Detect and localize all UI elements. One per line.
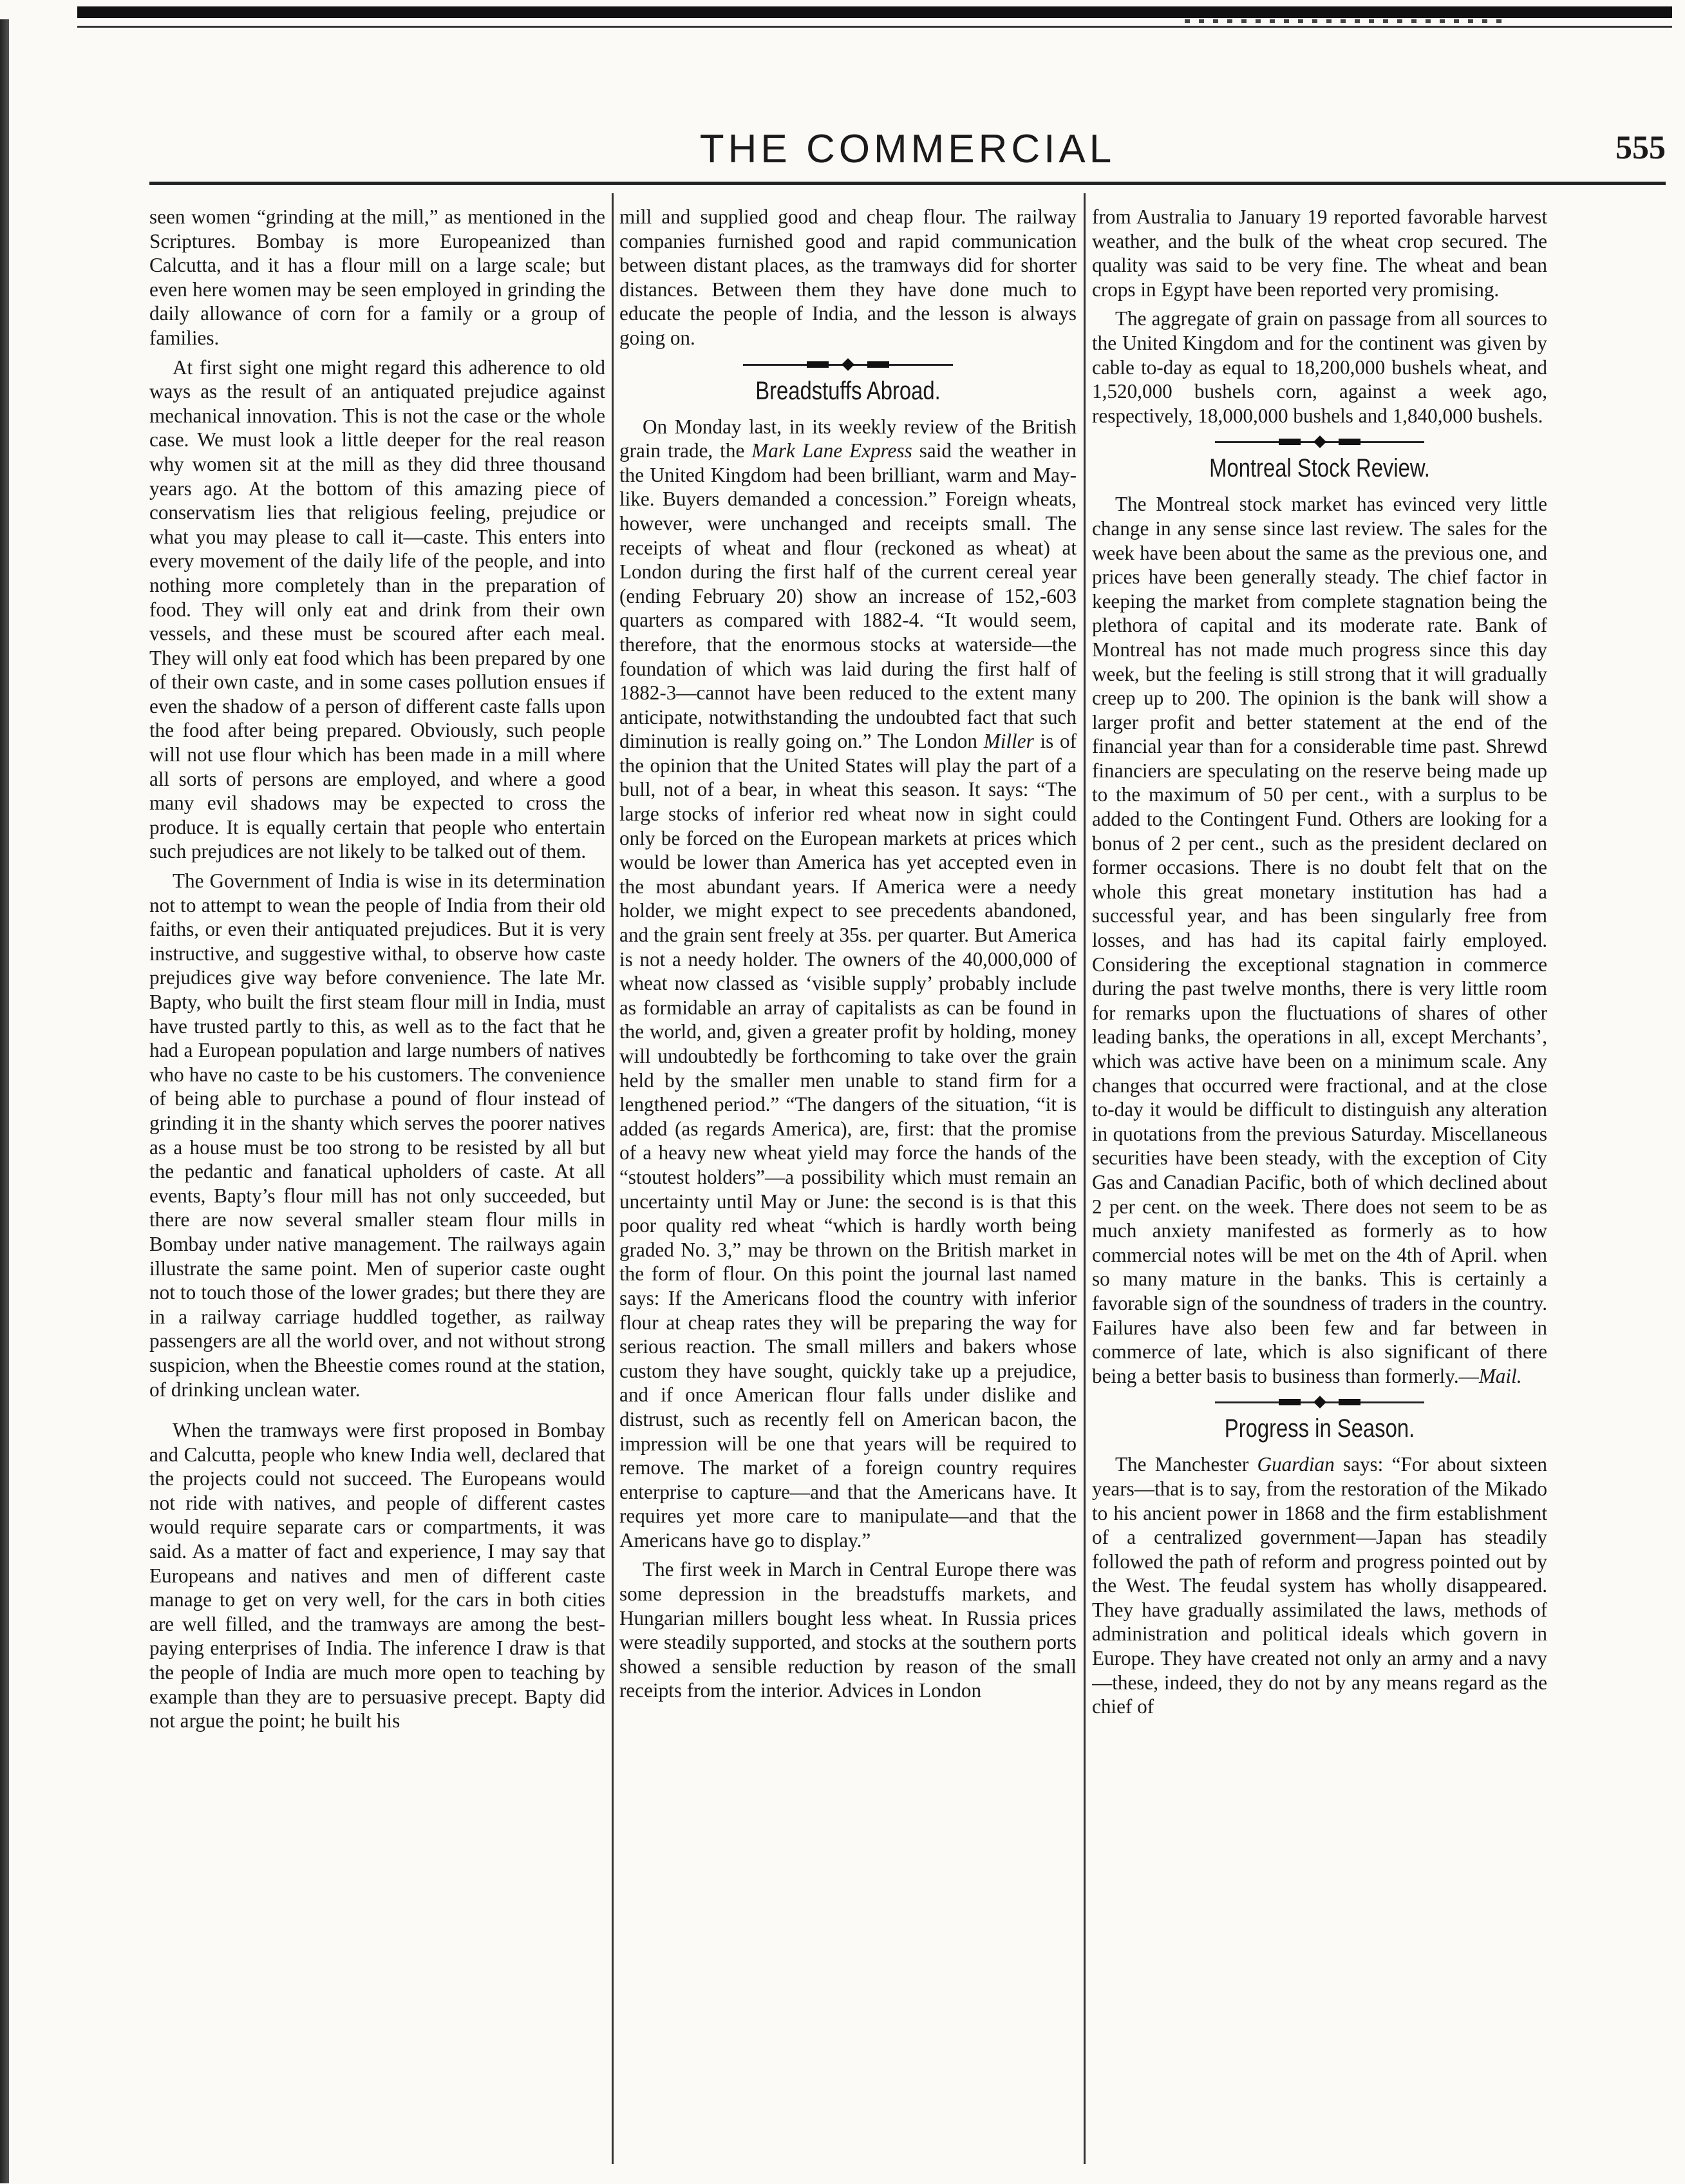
paragraph — [1092, 1452, 1547, 1719]
paragraph: mill and supplied good and cheap flour. The railway companies furnished good and rapid communication between distant places, as the tramways did for shorter distances. Between them they have done much to educate the people of India, and the lesson is always going on. — [619, 205, 1077, 349]
column-1 — [149, 205, 605, 2163]
header-rule — [149, 182, 1666, 185]
page-number: 555 — [1615, 129, 1666, 166]
newspaper-title: THE COMMERCIAL — [699, 127, 1116, 171]
paragraph — [1092, 492, 1547, 1388]
top-border-dashes — [1185, 19, 1507, 23]
publication-name: Mark Lane Express — [751, 439, 912, 462]
page-binding-edge — [0, 19, 9, 2183]
section-divider — [1092, 437, 1547, 447]
paragraph: When the tramways were first proposed in Bombay and Calcutta, people who knew India well, declared that the projects could not succeed. The Europeans would not ride with natives, and people of different castes would require separate cars or compartments, it was said. As a matter of fact and experience, I may say that Europeans and natives and men of different caste manage to get on very well, for the cars in both cities are well filled, and the tramways are among the best-paying enterprises of India. The inference I draw is that the people of India are much more open to teaching by example than they are to persuasive precept. Bapty did not argue the point; he built his — [149, 1419, 605, 1733]
top-border-rule — [77, 6, 1672, 18]
paragraph — [619, 415, 1077, 1553]
text-run: said the weather in the United Kingdom had been brilliant, warm and May-like. Buyers demanded a concession.” Foreign wheats, however, were unchanged and receipts small. The receipts of wheat and flour (reckoned as wheat) at London during the first half of the current cereal year (ending February 20) show an increase of 152,-603 quarters as compared with 1882-4. “It would seem, therefore, that the enormous stocks at waterside—the foundation of which was laid during the first half of 1882-3—cannot have been reduced to the extent many anticipate, notwithstanding the undoubted fact that such diminution is really going on.” The London — [619, 439, 1077, 753]
article-heading-breadstuffs: Breadstuffs Abroad. — [755, 376, 941, 405]
text-run: The Montreal stock market has evinced very little change in any sense since last review. The sales for the week have been about the same as the previous one, and prices have been generally steady. The chief factor in keeping the market from complete stagnation being the plethora of capital and its moderate rate. Bank of Montreal has not made much progress since this day week, but the feeling is still strong that it will gradually creep up to 200. The opinion is the bank will show a larger profit and better statement at the end of the financial year than for a considerable time past. Shrewd financiers are speculating on the reserve being made up to the maximum of 50 per cent., with a surplus to be added to the Contingent Fund. Others are looking for a bonus of 2 per cent., such as the president declared on former occasions. There is no doubt felt that on the whole this great monetary institution has had a successful year, and has been singularly free from losses, and has had its capital fairly employed. Considering the exceptional stagnation in commerce during the past twelve months, there is very little room for remarks upon the fluctuations of shares of other leading banks, the operations in all, except Merchants’, which was active have been on a minimum scale. Any changes that occurred were fractional, and at the close to-day it would be difficult to distinguish any alteration in quotations from the previous Saturday. Miscellaneous securities have been steady, with the exception of City Gas and Canadian Pacific, both of which declined about 2 per cent. on the week. There does not seem to be as much anxiety manifested as formerly as to how commercial notes will be met on the 4th of April. when so many mature in the banks. This is certainly a favorable sign of the soundness of traders in the country. Failures have also been few and far between in commerce of late, which is also significant of there being a better basis to business than formerly.— — [1092, 493, 1547, 1387]
column-2 — [619, 205, 1077, 2163]
publication-name: Miller — [983, 730, 1034, 753]
text-run: is of the opinion that the United States will play the part of a bull, not of a bear, in wheat this season. It says: “The large stocks of inferior red wheat now in sight could only be forced on the European markets at prices which would be lower than America has yet accepted even in the most abundant years. If America were a needy holder, we might expect to see precedents abandoned, and the grain sent freely at 35s. per quarter. But America is not a needy holder. The owners of the 40,000,000 of wheat now classed as ‘visible supply’ probably include as formidable an array of capitalists as can be found in the world, and, given a greater profit by holding, money will undoubtedly be forthcoming to take over the grain held by the smaller men unable to stand firm for a lengthened period.” “The dangers of the situation, “it is added (as regards America), are, first: that the promise of a heavy new wheat yield may force the hands of the “stoutest holders”—a possibility which must remain an uncertainty until May or June: the second is is that this poor quality red wheat “which is hardly worth being graded No. 3,” may be thrown on the British market in the form of flour. On this point the journal last named says: If the Americans flood the country with inferior flour at cheap rates they will be preparing the way for serious reaction. The small millers and bakers whose custom they have sought, quickly take up a prejudice, and if once American flour falls under dislike and distrust, such as recently fell on American bacon, the impression will be one that years will be required to remove. The market of a foreign country requires enterprise to capture—and that the Americans have. It requires yet more care to manipulate—and that the Americans have go to display.” — [619, 730, 1077, 1552]
paragraph: The Government of India is wise in its determination not to attempt to wean the people of India from their old faiths, or even their antiquated prejudices. But it is very instructive, and suggestive withal, to observe how caste prejudices give way before convenience. The late Mr. Bapty, who built the first steam flour mill in India, must have trusted partly to this, as well as to the fact that he had a European population and large numbers of natives who have no caste to be his customers. The convenience of being able to purchase a pound of flour instead of grinding it in the shanty which serves the poorer natives as a house must be too strong to be resisted by all but the pedantic and fanatical upholders of caste. At all events, Bapty’s flour mill has not only succeeded, but there are now several smaller steam flour mills in Bombay under native management. The railways again illustrate the same point. Men of superior caste ought not to touch those of the lower grades; but there they are in a railway carriage huddled together, as railway passengers are all the world over, and not without strong suspicion, when the Bheestie comes round at the station, of drinking unclean water. — [149, 869, 605, 1401]
column-rule-right — [1084, 193, 1086, 2164]
paragraph: seen women “grinding at the mill,” as mentioned in the Scriptures. Bombay is more Europeanized than Calcutta, and it has a flour mill on a large scale; but even here women may be seen employed in grinding the daily allowance of corn for a family or a group of families. — [149, 205, 605, 349]
text-run: says: “For about sixteen years—that is to say, from the restoration of the Mikado to his ancient power in 1868 and the firm establishment of a centralized government—Japan has steadily followed the path of reform and progress pointed out by the West. The feudal system has wholly disappeared. They have gradually assimilated the laws, methods of administration and political ideals which govern in Europe. They have created not only an army and a navy—these, indeed, they do not by any means regard as the chief of — [1092, 1453, 1547, 1718]
paragraph: The first week in March in Central Europe there was some depression in the breadstuffs markets, and Hungarian millers bought less wheat. In Russia prices were steadily supported, and stocks at the southern ports showed a sensible reduction by reason of the small receipts from the interior. Advices in London — [619, 1558, 1077, 1702]
text-run: The Manchester — [1115, 1453, 1257, 1476]
paragraph: The aggregate of grain on passage from all sources to the United Kingdom and for the continent was given by cable to-day as equal to 18,200,000 bushels wheat, and 1,520,000 bushels corn, against a week ago, respectively, 18,000,000 bushels and 1,840,000 bushels. — [1092, 307, 1547, 427]
section-divider — [619, 359, 1077, 370]
source-attribution: Mail. — [1478, 1364, 1522, 1387]
page-header — [149, 126, 1666, 191]
article-heading-montreal: Montreal Stock Review. — [1209, 454, 1430, 483]
text-run: On Monday last, in its weekly review of the British grain trade, the — [619, 415, 1077, 462]
paragraph: At first sight one might regard this adherence to old ways as the result of an antiquated prejudice against mechanical innovation. This is not the case or the whole case. We must look a little deeper for the real reason why women sit at the mill as they did three thousand years ago. At the bottom of this amazing piece of conservatism lies that religious feeling, prejudice or what you may please to call it—caste. This enters into every movement of the daily life of the people, and into nothing more completely than in the preparation of food. They will only eat and drink from their own vessels, and these must be scoured after each meal. They will only eat food which has been prepared by one of their own caste, and in some cases pollution ensues if even the shadow of a person of different caste falls upon the food after being prepared. Obviously, such people will not use flour which has been made in a mill where all sorts of persons are employed, and where a good many evil shadows may be expected to cross the produce. It is equally certain that people who entertain such prejudices are not likely to be talked out of them. — [149, 356, 605, 863]
publication-name: Guardian — [1257, 1453, 1335, 1476]
column-rule-left — [612, 193, 614, 2164]
column-3 — [1092, 205, 1547, 2163]
top-border-thin-rule — [77, 26, 1672, 28]
paragraph: from Australia to January 19 reported favorable harvest weather, and the bulk of the wheat crop secured. The quality was said to be very fine. The wheat and bean crops in Egypt have been reported very promising. — [1092, 205, 1547, 301]
section-divider — [1092, 1397, 1547, 1407]
article-heading-progress: Progress in Season. — [1224, 1414, 1415, 1443]
